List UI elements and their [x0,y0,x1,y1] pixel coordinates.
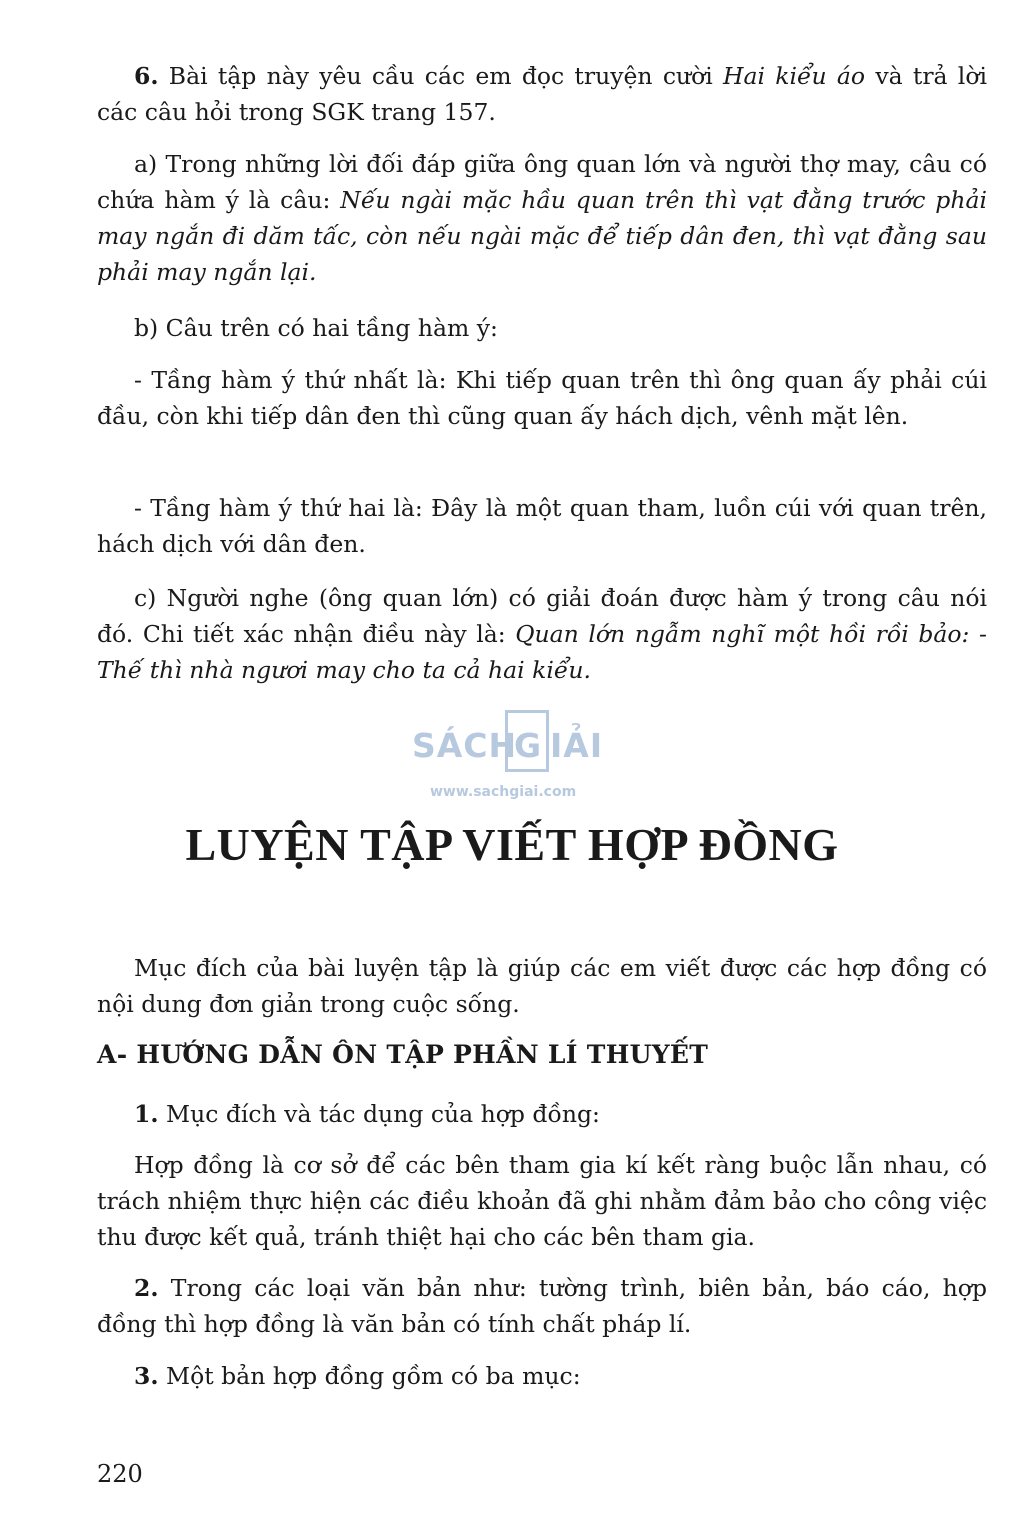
answer-a-quote: Nếu ngài mặc hầu quan trên thì vạt đằng trước phải may ngắn đi dăm tấc, còn nếu ngài mặc để tiếp dân đen, thì vạt đằng sau phải may ngắn lại. [97,186,987,286]
item-2 [97,1270,987,1342]
item-3 [97,1358,987,1394]
item-1-number: 1. [134,1100,159,1128]
item-1 [97,1096,987,1132]
watermark-g: G [514,726,543,765]
story-title: Hai kiểu áo [723,62,866,90]
watermark-logo [410,708,620,803]
answer-c-lead: c) Người nghe (ông quan lớn) có giải đoán được hàm ý trong câu nói đó. Chi tiết xác nhận điều này là: [97,584,987,648]
answer-c [97,580,987,688]
section-a-heading: A- HƯỚNG DẪN ÔN TẬP PHẦN LÍ THUYẾT [97,1040,709,1069]
section-title: LUYỆN TẬP VIẾT HỢP ĐỒNG [185,819,839,870]
question-number: 6. [134,62,159,90]
answer-c-quote: Quan lớn ngẫm nghĩ một hồi rồi bảo: - Thế thì nhà ngươi may cho ta cả hai kiểu. [97,620,987,684]
answer-a [97,146,987,290]
item-3-number: 3. [134,1362,159,1390]
answer-b-lead: b) Câu trên có hai tầng hàm ý: [134,314,498,342]
item-1-text: Mục đích và tác dụng của hợp đồng: [158,1100,600,1128]
page-number: 220 [97,1460,143,1488]
answer-b-layer-1: - Tầng hàm ý thứ nhất là: Khi tiếp quan trên thì ông quan ấy phải cúi đầu, còn khi tiếp dân đen thì cũng quan ấy hách dịch, vênh mặt lên. [97,366,987,430]
watermark-url: www.sachgiai.com [430,784,577,800]
question-6 [97,58,987,130]
watermark-sach: SÁCH [412,726,518,765]
question-text-1: Bài tập này yêu cầu các em đọc truyện cười [158,62,724,90]
answer-a-lead: a) Trong những lời đối đáp giữa ông quan lớn và người thợ may, câu có chứa hàm ý là câu: [97,150,987,214]
question-text-2: và trả lời các câu hỏi trong SGK trang 157. [97,62,987,126]
watermark-iai: IẢI [550,726,604,765]
item-2-text: Trong các loại văn bản như: tường trình, biên bản, báo cáo, hợp đồng thì hợp đồng là văn bản có tính chất pháp lí. [97,1274,987,1338]
answer-b-layer-2: - Tầng hàm ý thứ hai là: Đây là một quan tham, luồn cúi với quan trên, hách dịch với dân đen. [97,494,987,558]
intro-paragraph: Mục đích của bài luyện tập là giúp các em viết được các hợp đồng có nội dung đơn giản trong cuộc sống. [97,954,987,1018]
item-2-number: 2. [134,1274,159,1302]
item-1-body: Hợp đồng là cơ sở để các bên tham gia kí kết ràng buộc lẫn nhau, có trách nhiệm thực hiện các điều khoản đã ghi nhằm đảm bảo cho công việc thu được kết quả, tránh thiệt hại cho các bên tham gia. [97,1151,987,1251]
item-3-text: Một bản hợp đồng gồm có ba mục: [158,1362,581,1390]
